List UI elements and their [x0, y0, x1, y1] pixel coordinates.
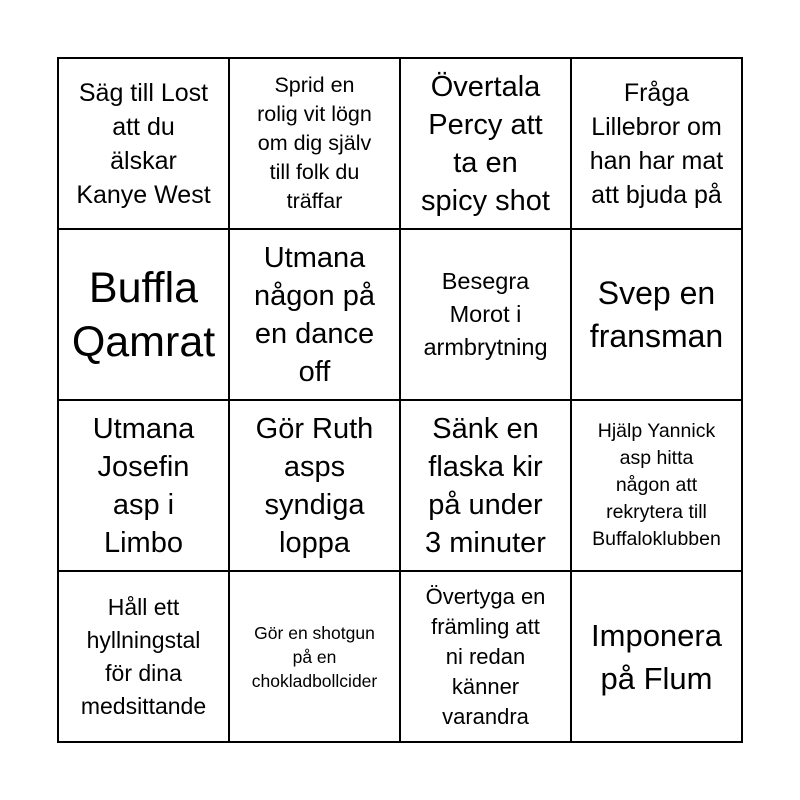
cell-text: Imponera på Flum — [591, 617, 722, 696]
cell-text: Gör Ruth asps syndiga loppa — [255, 412, 374, 559]
bingo-cell[interactable] — [58, 400, 229, 571]
cell-text: Sprid en rolig vit lögn om dig själv till folk du träffar — [257, 73, 372, 213]
cell-text: Övertala Percy att ta en spicy shot — [421, 70, 550, 217]
cell-text: Övertyga en främling att ni redan känner varandra — [425, 583, 546, 729]
cell-text: Svep en fransman — [589, 274, 724, 354]
cell-text: Buffla Qamrat — [71, 263, 216, 366]
bingo-cell[interactable] — [571, 571, 742, 742]
bingo-cell[interactable] — [229, 58, 400, 229]
bingo-cell[interactable] — [229, 571, 400, 742]
bingo-cell[interactable] — [229, 229, 400, 400]
cell-text: Hjälp Yannick asp hitta någon att rekrytera till Buffaloklubben — [592, 420, 721, 550]
bingo-cell[interactable] — [58, 58, 229, 229]
bingo-cell[interactable] — [571, 229, 742, 400]
bingo-cell[interactable] — [58, 229, 229, 400]
cell-text: Gör en shotgun på en chokladbollcider — [251, 622, 378, 691]
bingo-cell[interactable] — [571, 400, 742, 571]
cell-text: Utmana någon på en dance off — [254, 241, 375, 388]
cell-text: Besegra Morot i armbrytning — [423, 268, 548, 360]
cell-text: Utmana Josefin asp i Limbo — [92, 412, 195, 559]
cell-text: Säg till Lost att du älskar Kanye West — [76, 78, 211, 209]
cell-text: Håll ett hyllningstal för dina medsittande — [80, 593, 207, 719]
bingo-cell[interactable] — [571, 58, 742, 229]
bingo-board — [57, 57, 743, 743]
bingo-cell[interactable] — [58, 571, 229, 742]
bingo-cell[interactable] — [400, 400, 571, 571]
bingo-cell[interactable] — [400, 229, 571, 400]
bingo-cell[interactable] — [400, 58, 571, 229]
bingo-cell[interactable] — [229, 400, 400, 571]
bingo-cell[interactable] — [400, 571, 571, 742]
cell-text: Sänk en flaska kir på under 3 minuter — [425, 412, 546, 559]
cell-text: Fråga Lillebror om han har mat att bjuda på — [589, 78, 724, 209]
